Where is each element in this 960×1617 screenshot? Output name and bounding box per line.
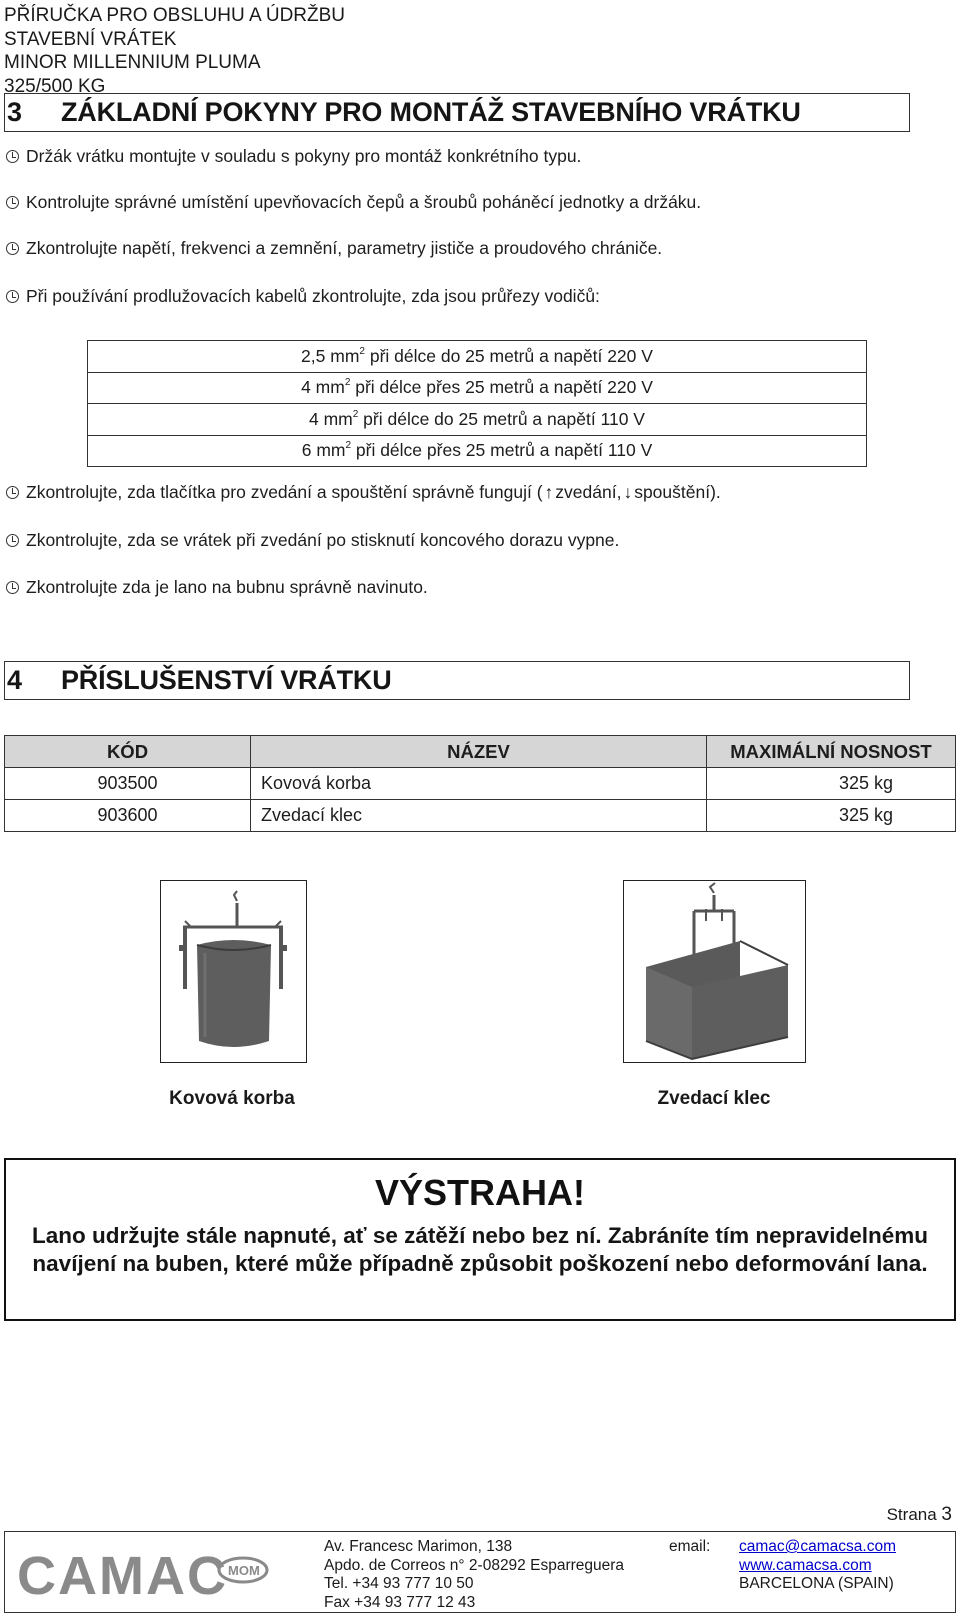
footer-email-label: email: <box>669 1538 711 1555</box>
page-number-label: Strana 3 <box>886 1504 952 1525</box>
clock-bullet-icon <box>6 534 19 547</box>
bullet-item: Zkontrolujte zda je lano na bubnu správně navinuto. <box>6 576 428 598</box>
email-link[interactable]: camac@camacsa.com <box>739 1538 896 1555</box>
page-number: 3 <box>941 1504 952 1525</box>
bullet-item: Při používání prodlužovacích kabelů zkontrolujte, zda jsou průřezy vodičů: <box>6 285 600 307</box>
cable-cross-section-table <box>87 340 867 467</box>
header-manual-title: PŘÍRUČKA PRO OBSLUHU A ÚDRŽBU <box>4 5 346 26</box>
bullet-item: Zkontrolujte napětí, frekvenci a zemnění, parametry jističe a proudového chrániče. <box>6 237 662 259</box>
website-link[interactable]: www.camacsa.com <box>739 1556 872 1574</box>
column-header-name: NÁZEV <box>251 736 707 768</box>
section-title: ZÁKLADNÍ POKYNY PRO MONTÁŽ STAVEBNÍHO VRÁTKU <box>61 97 801 127</box>
bullet-item: Zkontrolujte, zda se vrátek při zvedání po stisknutí koncového dorazu vypne. <box>6 529 619 551</box>
column-header-max-load: MAXIMÁLNÍ NOSNOST <box>707 736 956 768</box>
metal-bucket-illustration <box>161 881 305 1061</box>
warning-text: Lano udržujte stále napnuté, ať se zátěží nebo bez ní. Zabráníte tím nepravidelnému navíjení na buben, které může případně způsobit poškození nebo deformování lana. <box>32 1223 928 1276</box>
clock-bullet-icon <box>6 486 19 499</box>
svg-text:MOM: MOM <box>228 1563 260 1578</box>
arrow-down-icon: ↓ <box>623 482 633 502</box>
footer-address: Av. Francesc Marimon, 138 Apdo. de Correos n° 2-08292 Esparreguera Tel. +34 93 777 10 50 Fax +34 93 777 12 43 <box>324 1538 625 1611</box>
warning-title: VÝSTRAHA! <box>374 1172 585 1213</box>
column-header-code: KÓD <box>5 736 251 768</box>
clock-bullet-icon <box>6 290 19 303</box>
clock-bullet-icon <box>6 150 19 163</box>
table-row: 903600 Zvedací klec 325 kg <box>5 800 956 832</box>
clock-bullet-icon <box>6 196 19 209</box>
bullet-item: Kontrolujte správné umístění upevňovacích čepů a šroubů poháněcí jednotky a držáku. <box>6 191 701 213</box>
metal-bucket-photo <box>160 880 307 1063</box>
svg-text:CAMAC: CAMAC <box>17 1546 228 1604</box>
table-header-row <box>5 736 956 768</box>
section-title: PŘÍSLUŠENSTVÍ VRÁTKU <box>61 665 392 695</box>
footer-contact <box>739 1538 896 1594</box>
caption-metal-bucket: Kovová korba <box>169 1088 295 1109</box>
header-model: MINOR MILLENNIUM PLUMA <box>4 52 261 73</box>
header-capacity: 325/500 KG <box>4 75 106 97</box>
table-row: 6 $mm^2$ při délce přes 25 metrů a napětí 110 V <box>88 435 867 467</box>
warning-box <box>4 1158 956 1321</box>
clock-bullet-icon <box>6 242 19 255</box>
camac-logo <box>15 1542 270 1604</box>
header-product-type: STAVEBNÍ VRÁTEK <box>4 28 177 50</box>
arrow-up-icon: ↑ <box>544 482 554 502</box>
clock-bullet-icon <box>6 581 19 594</box>
table-row: 4 $mm^2$ při délce přes 25 metrů a napětí 220 V <box>88 372 867 404</box>
document-header <box>4 4 345 98</box>
section-4-heading <box>4 661 910 700</box>
footer-box <box>4 1531 956 1613</box>
accessories-table <box>4 735 956 832</box>
section-number: 4 <box>7 665 22 695</box>
lifting-cage-photo <box>623 880 806 1063</box>
table-row: 903500 Kovová korba 325 kg <box>5 768 956 800</box>
section-number: 3 <box>7 97 22 127</box>
table-row: 4 $mm^2$ při délce do 25 metrů a napětí 110 V <box>88 404 867 436</box>
bullet-item: Zkontrolujte, zda tlačítka pro zvedání a spouštění správně fungují ( ↑ zvedání, ↓ spouštění). <box>6 481 721 503</box>
lifting-cage-illustration <box>624 881 804 1061</box>
camac-logo-icon <box>15 1542 270 1604</box>
footer-city: BARCELONA (SPAIN) <box>739 1575 894 1593</box>
caption-lifting-cage: Zvedací klec <box>657 1088 771 1109</box>
section-3-heading <box>4 93 910 132</box>
bullet-item: Držák vrátku montujte v souladu s pokyny pro montáž konkrétního typu. <box>6 145 581 167</box>
table-row: 2,5 $mm^2$ při délce do 25 metrů a napětí 220 V <box>88 341 867 373</box>
